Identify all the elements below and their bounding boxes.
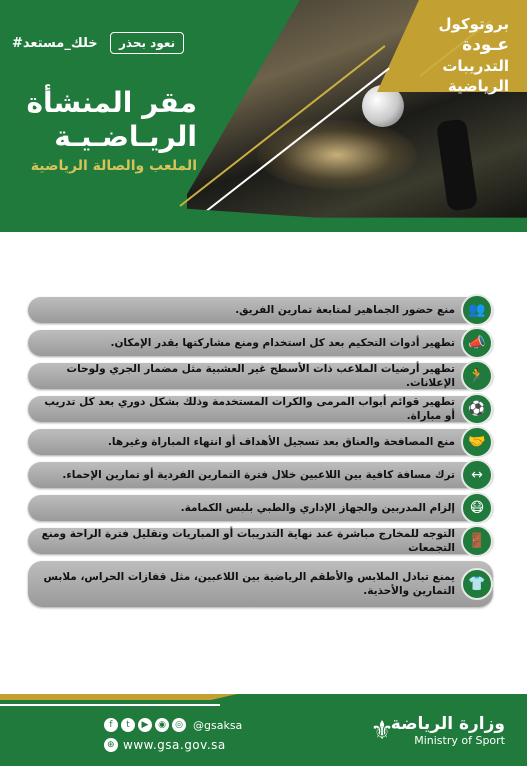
rule-item [28, 396, 493, 422]
shoe-highlight [257, 120, 417, 190]
protocol-line4: الرياضية [447, 77, 509, 95]
page-title-line2: الريـاضـيـة [54, 120, 197, 153]
ministry-name-ar: وزارة الرياضة [390, 714, 505, 734]
website-url[interactable]: www.gsa.gov.sa [123, 738, 226, 752]
hashtag: #خلك_مستعد [12, 36, 98, 51]
ministry-emblem-icon: ⚜ [370, 716, 394, 746]
page-subtitle: الملعب والصالة الرياضية [30, 158, 197, 174]
header-banner [0, 0, 527, 232]
rule-item [28, 462, 493, 488]
rule-item [28, 561, 493, 607]
player-leg-image [436, 118, 478, 211]
rule-item [28, 297, 493, 323]
rule-item [28, 363, 493, 389]
people-icon: 👥 [461, 294, 493, 326]
handshake-icon: 🤝 [461, 426, 493, 458]
protocol-line1: بروتوكول [438, 15, 509, 33]
website-link[interactable] [104, 738, 226, 752]
page-title-line1: مقر المنشأة [26, 86, 197, 119]
track-icon: 🏃 [461, 360, 493, 392]
campaign-badge: نعود بحذر [110, 32, 184, 54]
rule-text: تطهير قوائم أبواب المرمى والكرات المستخدمة وذلك بشكل دوري بعد كل تدريب أو مباراة. [44, 396, 455, 422]
ministry-logo [391, 714, 505, 748]
distance-icon: ↔ [461, 459, 493, 491]
twitter-icon[interactable]: t [121, 718, 135, 732]
rule-item [28, 495, 493, 521]
snapchat-icon[interactable]: ◉ [155, 718, 169, 732]
youtube-icon[interactable]: ▶ [138, 718, 152, 732]
rule-item [28, 429, 493, 455]
rules-list [28, 297, 493, 614]
rule-text: يمنع تبادل الملابس والأطقم الرياضية بين اللاعبين، مثل قفازات الحراس، ملابس التمارين والأحذية. [43, 571, 455, 597]
protocol-line2: عـودة [462, 35, 509, 55]
footer-gold-stripe [0, 694, 527, 700]
rule-text: منع حضور الجماهير لمتابعة تمارين الفريق. [235, 304, 455, 316]
rule-text: إلزام المدربين والجهاز الإداري والطبي بلبس الكمامة. [180, 502, 455, 514]
rule-item [28, 330, 493, 356]
rule-text: تطهير أدوات التحكيم بعد كل استخدام ومنع مشاركتها بقدر الإمكان. [110, 337, 455, 349]
protocol-line3: التدريبات [442, 57, 509, 75]
footer-white-stripe [0, 704, 220, 706]
footer [0, 694, 527, 766]
facebook-icon[interactable]: f [104, 718, 118, 732]
instagram-icon[interactable]: ◎ [172, 718, 186, 732]
ministry-name-en: Ministry of Sport [414, 734, 505, 747]
rule-text: منع المصافحة والعناق بعد تسجيل الأهداف أو انتهاء المباراة وغيرها. [107, 436, 455, 448]
whistle-icon: 📣 [461, 327, 493, 359]
rule-text: تطهير أرضيات الملاعب ذات الأسطح غير العشبية مثل مضمار الجري ولوحات الإعلانات. [66, 363, 455, 389]
rule-item [28, 528, 493, 554]
social-handle[interactable]: @gsaksa [193, 718, 243, 732]
clothes-icon: 👕 [461, 568, 493, 600]
social-links [104, 718, 242, 732]
goal-icon: ⚽ [461, 393, 493, 425]
rule-text: ترك مسافة كافية بين اللاعبين خلال فترة التمارين الفردية أو تمارين الإحماء. [62, 469, 455, 481]
mask-icon: 😷 [461, 492, 493, 524]
rule-text: التوجه للمخارج مباشرة عند نهاية التدريبات أو المباريات وتقليل فترة الراحة ومنع التجمعات [41, 528, 455, 554]
protocol-title [399, 14, 509, 96]
exit-icon: 🚪 [461, 525, 493, 557]
globe-icon: ⊕ [104, 738, 118, 752]
